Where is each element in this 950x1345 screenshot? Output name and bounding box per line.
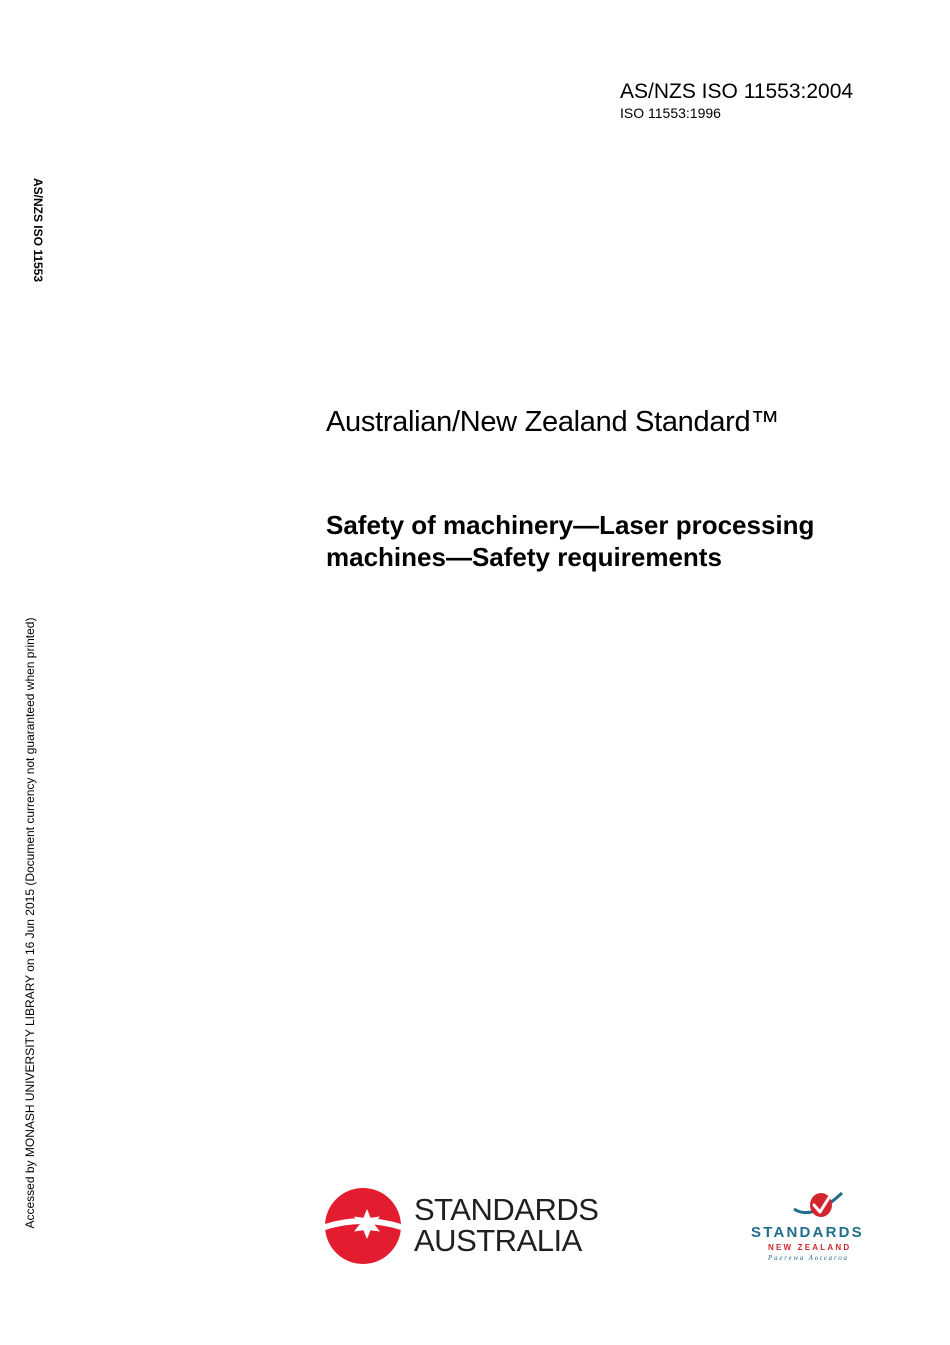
document-title [326,509,886,573]
access-note: Accessed by MONASH UNIVERSITY LIBRARY on 16 Jun 2015 (Document currency not guaranteed when printed) [23,617,37,1229]
standard-type-heading: Australian/New Zealand Standard™ [326,406,780,438]
document-title-line-2: machines—Safety requirements [326,542,722,572]
standards-australia-logo [325,1188,401,1264]
checkmark-swoosh-icon [790,1187,848,1227]
iso-number: ISO 11553:1996 [620,105,721,121]
standards-australia-line2: AUSTRALIA [414,1223,582,1258]
standards-new-zealand-maori: Paerewa Aotearoa [768,1254,849,1262]
document-title-line-1: Safety of machinery—Laser processing [326,510,815,540]
spine-label: AS/NZS ISO 11553 [31,177,45,283]
standard-number: AS/NZS ISO 11553:2004 [620,80,854,103]
standards-new-zealand-name: STANDARDS [751,1224,864,1241]
star-circle-icon [325,1188,401,1264]
standards-australia-wordmark [414,1194,598,1256]
standards-new-zealand-sub: NEW ZEALAND [768,1243,852,1252]
standards-australia-line1: STANDARDS [414,1192,599,1227]
standards-new-zealand-logo [790,1187,848,1227]
